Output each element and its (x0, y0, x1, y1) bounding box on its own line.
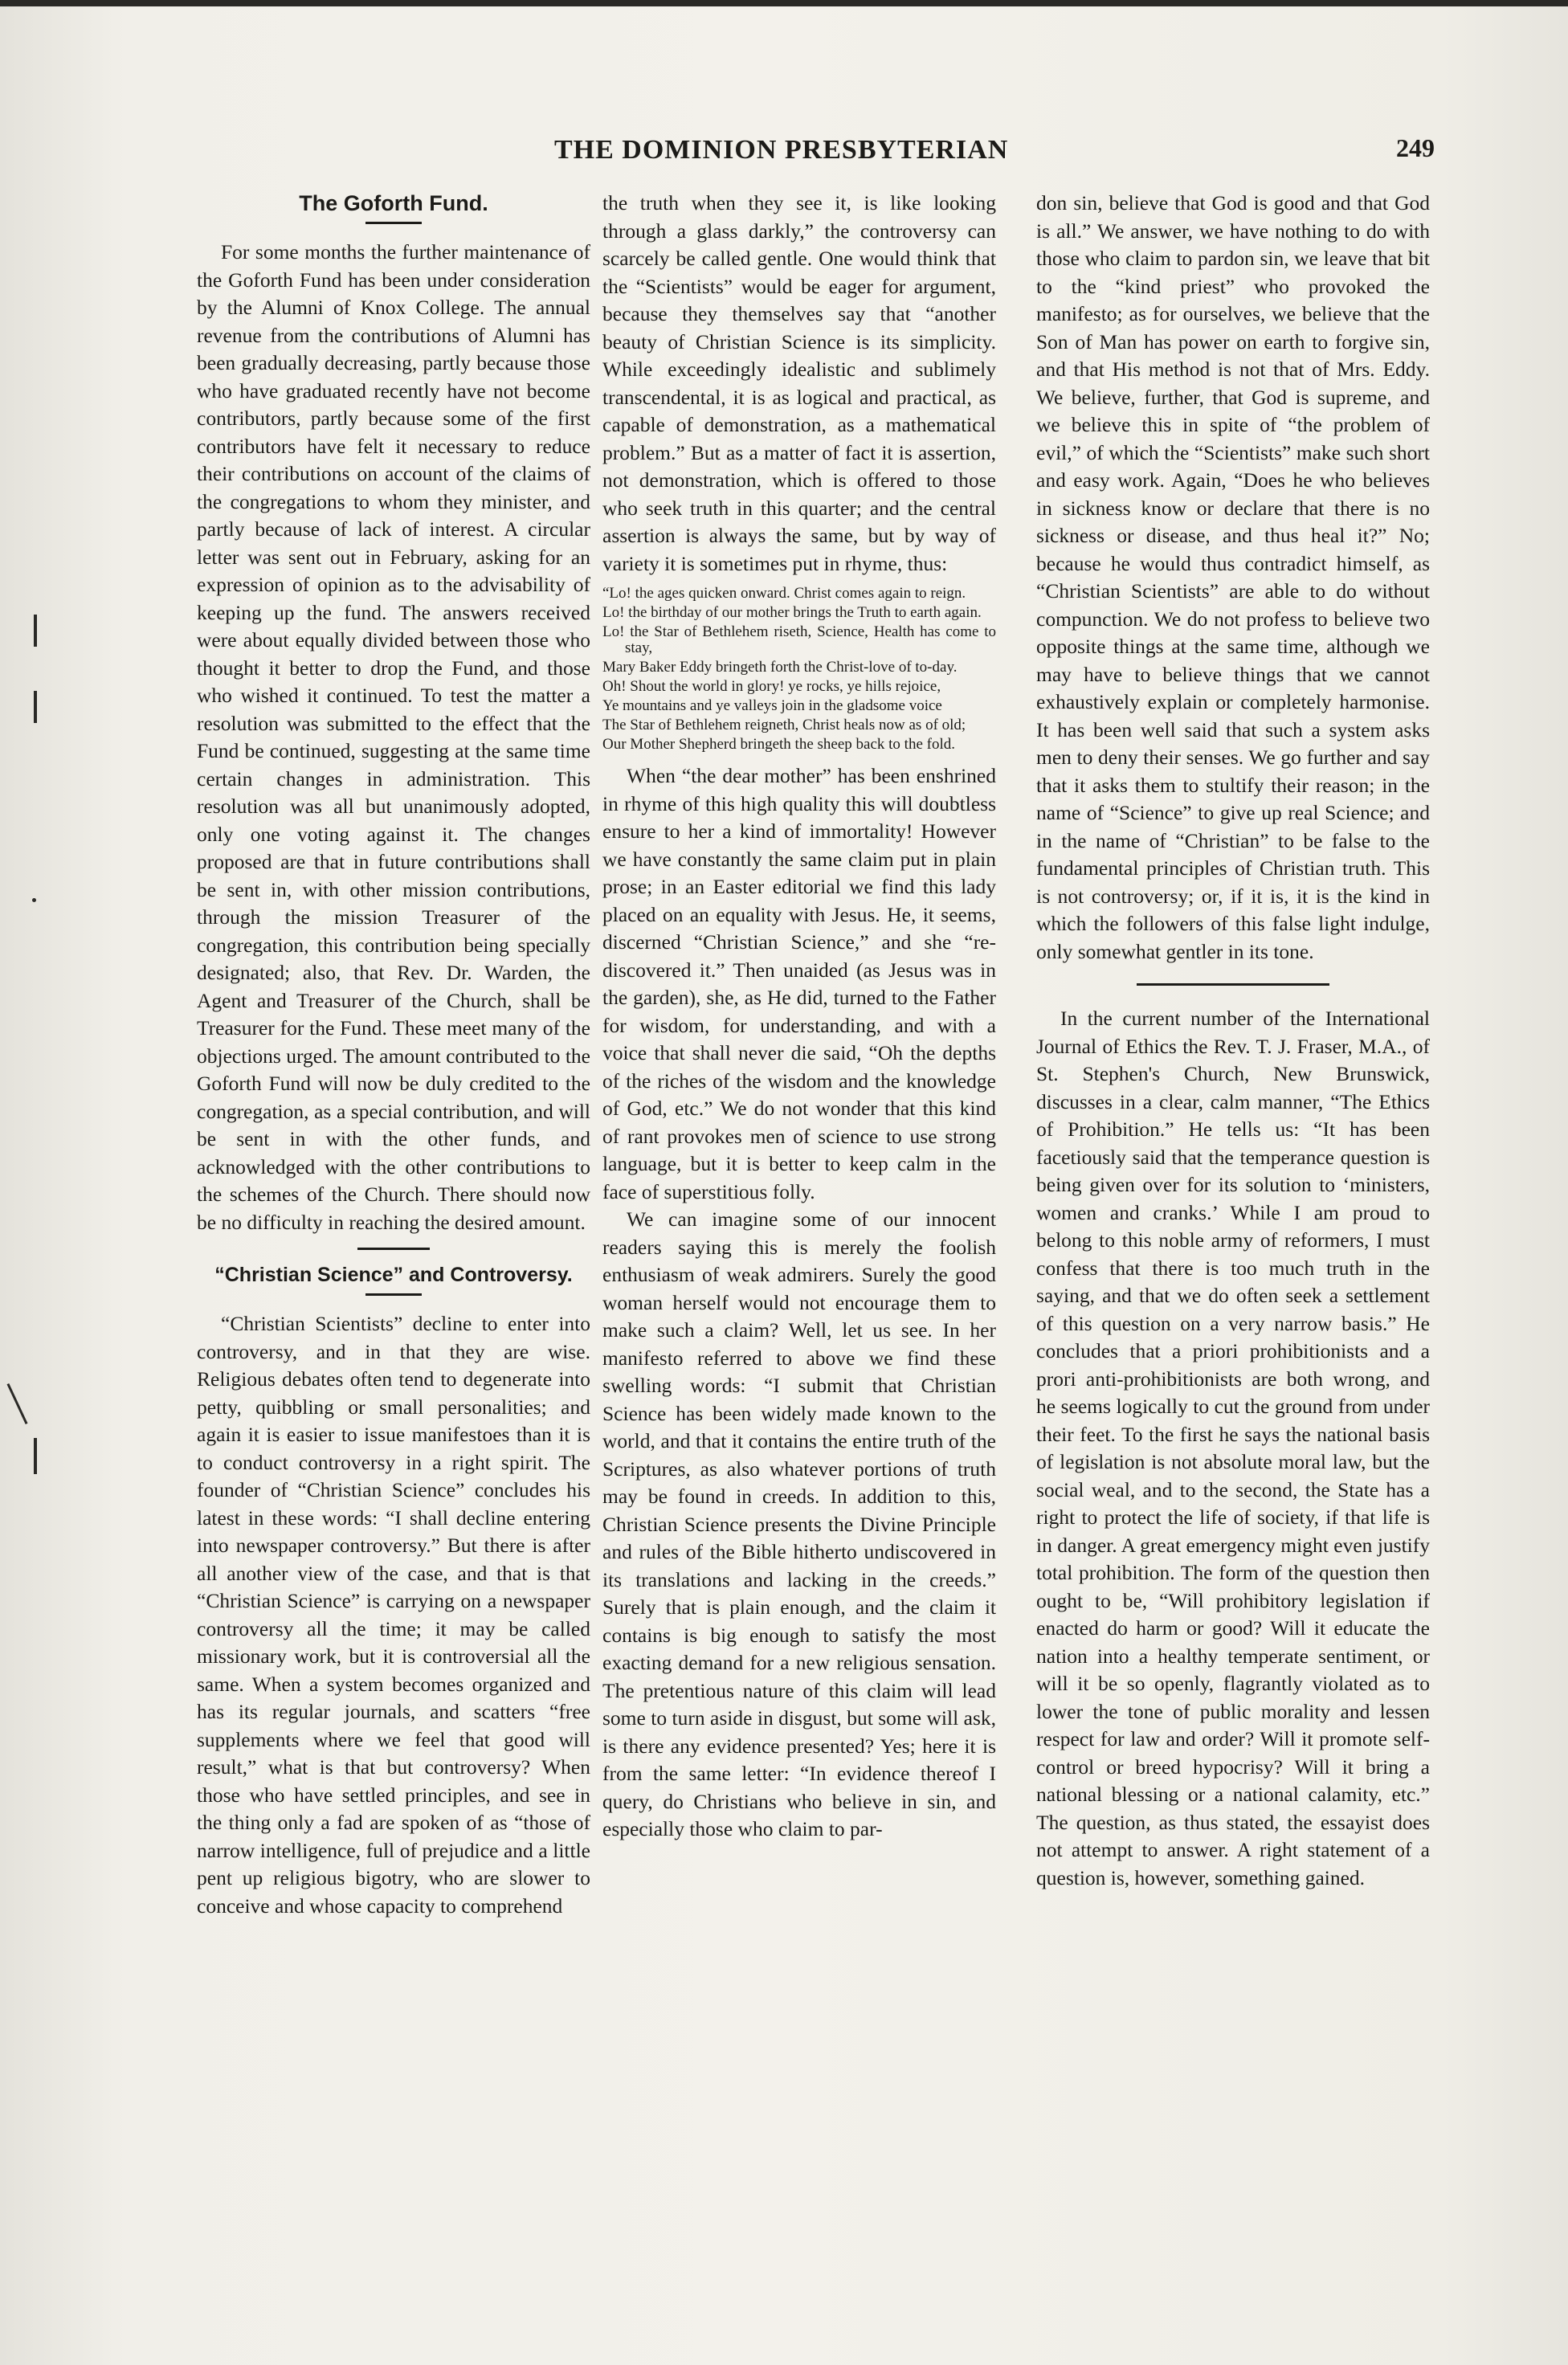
verse-line: “Lo! the ages quicken onward. Christ comes again to reign. (602, 585, 966, 602)
column-1 (197, 190, 590, 1920)
running-head (0, 129, 1568, 177)
verse-block (602, 586, 996, 753)
verse-line: Mary Baker Eddy bringeth forth the Christ-love of to-day. (602, 659, 958, 676)
title-rule (365, 1293, 422, 1296)
section-rule (357, 1248, 430, 1250)
page-number: 249 (1396, 133, 1435, 162)
margin-mark (7, 1383, 28, 1424)
article-title-goforth: The Goforth Fund. (299, 191, 488, 215)
paragraph: We can imagine some of our innocent readers saying this is merely the foolish enthusiasm of weak admirers. Surely the good woman herself would not encourage them to make such a claim? Well, let us see. In her manifesto referred to above we find these swelling words: “I submit that Christian Science has been widely made known to the world, and that it contains the entire truth of the Scriptures, as also whatever portions of truth may be found in creeds. In addition to this, Christian Science presents the Divine Principle and rules of the Bible hitherto undiscovered in its translations and lacking in the creeds.” Surely that is plain enough, and the claim it contains is big enough to satisfy the most exacting demand for a new religious sensation. The pretentious nature of this claim will lead some to turn aside in disgust, but some will ask, is there any evidence presented? Yes; here it is from the same letter: “In evidence thereof I query, do Christians who believe in sin, and especially those who claim to par- (602, 1207, 996, 1840)
section-rule (1137, 983, 1329, 986)
paragraph: “Christian Scientists” decline to enter into controversy, and in that they are wise. Religious debates often tend to degenerate into petty, quibbling or small personalities; and again it is easier to issue manifestoes than it is to conduct controversy in a right spirit. The founder of “Christian Science” concludes his latest in these words: “I shall decline entering into newspaper controversy.” But there is after all another view of the case, and that is that “Christian Science” is carrying on a newspaper controversy all the time; it may be called missionary work, but it is controversial all the same. When a system becomes organized and has its regular journals, and scatters “free supplements where we feel that good will result,” what is that but controversy? When those who have settled principles, and see in the thing only a fad are spoken of as “those of narrow intelligence, full of prejudice and a little pent up religious bigotry, who are slower to conceive and whose capacity to comprehend (197, 1312, 590, 1918)
column-2 (602, 190, 996, 1844)
margin-mark (34, 615, 37, 647)
margin-mark (34, 1438, 37, 1474)
column-3 (1036, 190, 1430, 1892)
margin-mark (34, 691, 37, 723)
masthead: THE DOMINION PRESBYTERIAN (554, 135, 1009, 165)
verse-line: Oh! Shout the world in glory! ye rocks, ye hills rejoice, (602, 678, 941, 695)
margin-mark (32, 898, 36, 902)
verse-line: Ye mountains and ye valleys join in the gladsome voice (602, 697, 942, 714)
scan-top-edge (0, 0, 1568, 6)
paragraph: the truth when they see it, is like looking through a glass darkly,” the controversy can scarcely be called gentle. One would think that the “Scientists” would be eager for argument, because they themselves say that “another beauty of Christian Science is its simplicity. While exceedingly idealistic and sublimely transcendental, it is as logical and practical, as capable of demonstration, as a mathematical problem.” But as a matter of fact it is assertion, not demonstration, which is offered to those who seek truth in this quarter; and the central assertion is always the same, but by way of variety it is sometimes put in rhyme, thus: (602, 191, 996, 575)
title-rule (365, 222, 422, 224)
paragraph: For some months the further maintenance of the Goforth Fund has been under consideration by the Alumni of Knox College. The annual revenue from the contributions of Alumni has been gradually decreasing, partly because those who have graduated recently have not become contributors, partly because some of the first contributors have felt it necessary to reduce their contributions on account of the claims of the congregations to whom they minister, and partly because of lack of interest. A circular letter was sent out in February, asking for an expression of opinion as to the advisability of keeping up the fund. The answers received were about equally divided between those who thought it better to drop the Fund, and those who wished it continued. To test the matter a resolution was submitted to the effect that the Fund be continued, suggesting at the same time certain changes in administration. This resolution was all but unanimously adopted, only one voting against it. The changes proposed are that in future contributions shall be sent in, with other mission contributions, through the mission Treasurer of the congregation, this contribution being specially designated; also, that Rev. Dr. Warden, the Agent and Treasurer of the Church, shall be Treasurer for the Fund. These meet many of the objections urged. The amount contributed to the Goforth Fund will now be duly credited to the congregation, as a special contribution, and will be sent in with the other funds, and acknowledged with the other contributions to the schemes of the Church. There should now be no difficulty in reaching the desired amount. (197, 240, 590, 1234)
paragraph: When “the dear mother” has been enshrined in rhyme of this high quality this will doubtless ensure to her a kind of immortality! However we have constantly the same claim put in plain prose; in an Easter editorial we find this lady placed on an equality with Jesus. He, it seems, discerned “Christian Science,” and she “re-discovered it.” Then unaided (as Jesus was in the garden), she, as He did, turned to the Father for wisdom, for understanding, and with a voice that shall never die said, “Oh the depths of the riches of the wisdom and the knowledge of God, etc.” We do not wonder that this kind of rant provokes men of science to use strong language, but it is better to keep calm in the face of superstitious folly. (602, 764, 996, 1203)
verse-line: The Star of Bethlehem reigneth, Christ heals now as of old; (602, 717, 966, 733)
paragraph: don sin, believe that God is good and that God is all.” We answer, we have nothing to do with those who claim to pardon sin, we leave that bit to the “kind priest” who provoked the manifesto; as for ourselves, we believe that the Son of Man has power on earth to forgive sin, and that His method is not that of Mrs. Eddy. We believe, further, that God is supreme, and we believe this in spite of “the problem of evil,” of which the “Scientists” make such short and easy work. Again, “Does he who believes in sickness know or declare that there is no sickness or disease, and thus heal it?” No; because he would thus contradict himself, as “Christian Scientists” are able to do without compunction. We do not profess to believe two opposite things at the same time, although we may have to believe things that we cannot exhaustively explain or completely harmonise. It has been well said that such a system asks men to deny their senses. We go further and say that it asks them to stultify their reason; in the name of “Science” to give up real Science; and in the name of “Christian” to be false to the fundamental principles of Christian truth. This is not controversy; or, if it is, it is the kind in which the followers of this false light indulge, only somewhat gentler in its tone. (1036, 191, 1430, 963)
verse-line: Our Mother Shepherd bringeth the sheep back to the fold. (602, 736, 955, 753)
paragraph: In the current number of the International Journal of Ethics the Rev. T. J. Fraser, M.A., of St. Stephen's Church, New Brunswick, discusses in a clear, calm manner, “The Ethics of Prohibition.” He tells us: “It has been facetiously said that the temperance question is being given over for its solution to ‘ministers, women and cranks.’ While I am proud to belong to this noble army of reformers, I must confess that there is too much truth in the saying, and that we do often seek a settlement of this question on a very narrow basis.” He concludes that a priori prohibitionists and a prori anti-prohibitionists are both wrong, and he seems logically to cut the ground from under their feet. To the first he says the national basis of legislation is not absolute moral law, but the social weal, and to the second, the State has a right to protect the life of society, if that life is in danger. A great emergency might even justify total prohibition. The form of the question then ought to be, “Will prohibitory legislation if enacted do harm or good? Will it educate the nation into a healthy temperate sentiment, or will it be so openly, flagrantly violated as to lower the tone of public morality and lessen respect for law and order? Will it promote self-control or breed hypocrisy? Will it bring a national blessing or a national calamity, etc.” The question, as thus stated, the essayist does not attempt to answer. A right statement of a question is, however, something gained. (1036, 1007, 1430, 1889)
verse-line: Lo! the Star of Bethlehem riseth, Science, Health has come to stay, (602, 623, 996, 656)
article-title-christian-science: “Christian Science” and Controversy. (214, 1264, 573, 1286)
verse-line: Lo! the birthday of our mother brings the Truth to earth again. (602, 604, 982, 621)
